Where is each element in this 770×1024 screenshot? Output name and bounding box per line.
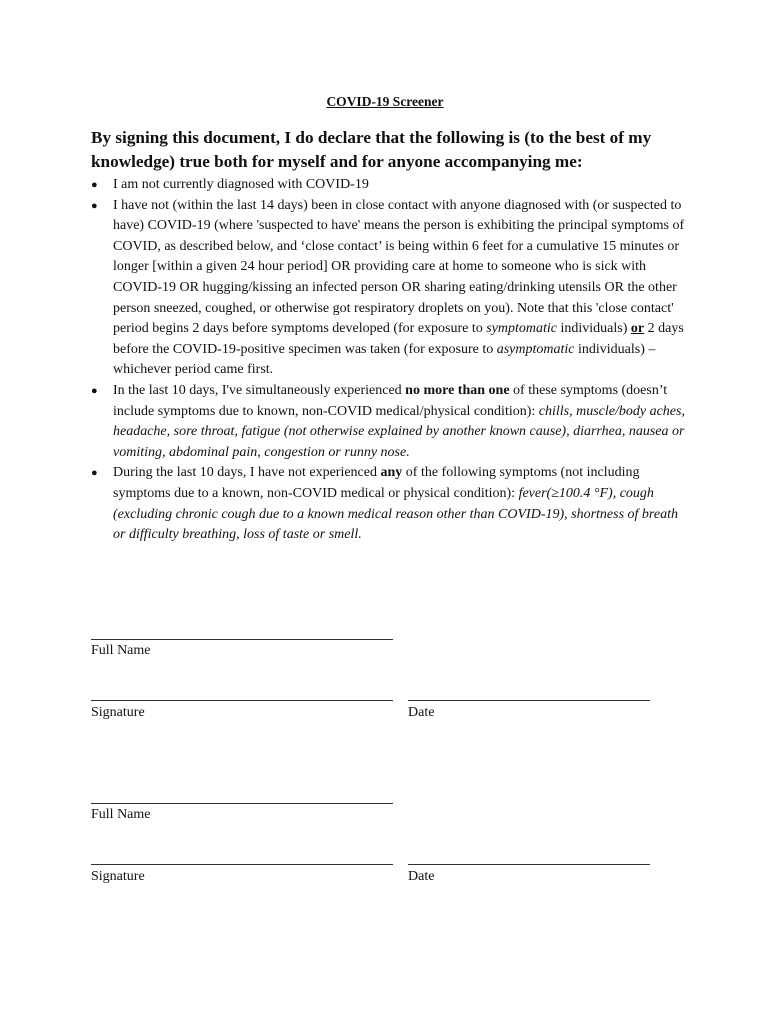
item-text-italic: symptomatic: [486, 321, 558, 337]
item-text: I am not currently diagnosed with COVID-19: [113, 177, 369, 192]
item-text-bold: no more than one: [405, 382, 510, 398]
full-name-label-1: Full Name: [91, 643, 151, 658]
item-text: 2 days before the COVID-19-positive specimen was taken (for exposure to: [113, 321, 684, 357]
list-item: [91, 381, 691, 463]
list-item: [91, 196, 691, 381]
signature-label-2: Signature: [91, 869, 145, 884]
item-text-italic: fever(≥100.4 °F), cough (excluding chronic cough due to a known medical reason other than COVID-19), shortness of breath or difficulty breathing, loss of taste or smell.: [113, 485, 678, 543]
bullet-icon: ●: [91, 199, 98, 212]
full-name-label-2: Full Name: [91, 807, 151, 822]
full-name-line-2[interactable]: [91, 803, 393, 804]
item-text: In the last 10 days, I've simultaneously experienced: [113, 382, 406, 398]
date-label-2: Date: [408, 869, 435, 884]
full-name-line-1[interactable]: [91, 639, 393, 640]
item-text: of these symptoms (doesn’t include symptoms due to known, non-COVID medical/physical condition):: [113, 382, 668, 419]
bullet-icon: ●: [91, 179, 98, 191]
item-text-bold: any: [380, 465, 403, 481]
item-text-italic: asymptomatic: [496, 341, 575, 357]
item-text: individuals): [557, 321, 631, 337]
item-text: During the last 10 days, I have not experienced: [113, 465, 381, 481]
declaration-heading: By signing this document, I do declare that the following is (to the best of my knowledge) true both for myself and for anyone accompanying me:: [91, 128, 652, 171]
bullet-icon: ●: [91, 384, 98, 397]
date-line-2[interactable]: [408, 864, 650, 865]
item-text: individuals) – whichever period came first.: [113, 341, 656, 378]
list-item: [91, 175, 691, 196]
item-text: of the following symptoms (not including symptoms due to a known, non-COVID medical or physical condition):: [113, 465, 640, 501]
item-text-italic: chills, muscle/body aches, headache, sore throat, fatigue (not otherwise explained by another known cause), diarrhea, nausea or vomiting, abdominal pain, congestion or runny nose.: [113, 403, 685, 460]
attestation-list: [91, 175, 691, 546]
bullet-icon: ●: [91, 467, 98, 480]
item-text: I have not (within the last 14 days) been in close contact with anyone diagnosed with (or suspected to have) COVID-19 (where 'suspected to have' means the person is exhibiting the principal symptoms of COVID, as described below, and ‘close contact’ is being within 6 feet for a cumulative 15 minutes or longer [within a given 24 hour period] OR providing care at home to someone who is sick with COVID-19 OR hugging/kissing an infected person OR sharing eating/drinking utensils OR the other person sneezed, coughed, or otherwise got respiratory droplets on you). Note that this 'close contact' period begins 2 days before symptoms developed (for exposure to: [113, 197, 685, 337]
signature-line-2[interactable]: [91, 864, 393, 865]
date-line-1[interactable]: [408, 700, 650, 701]
item-text-emphasis: or: [630, 321, 645, 337]
date-label-1: Date: [408, 705, 435, 720]
document-title: COVID-19 Screener: [326, 94, 444, 109]
signature-label-1: Signature: [91, 705, 145, 720]
signature-line-1[interactable]: [91, 700, 393, 701]
list-item: [91, 463, 691, 545]
